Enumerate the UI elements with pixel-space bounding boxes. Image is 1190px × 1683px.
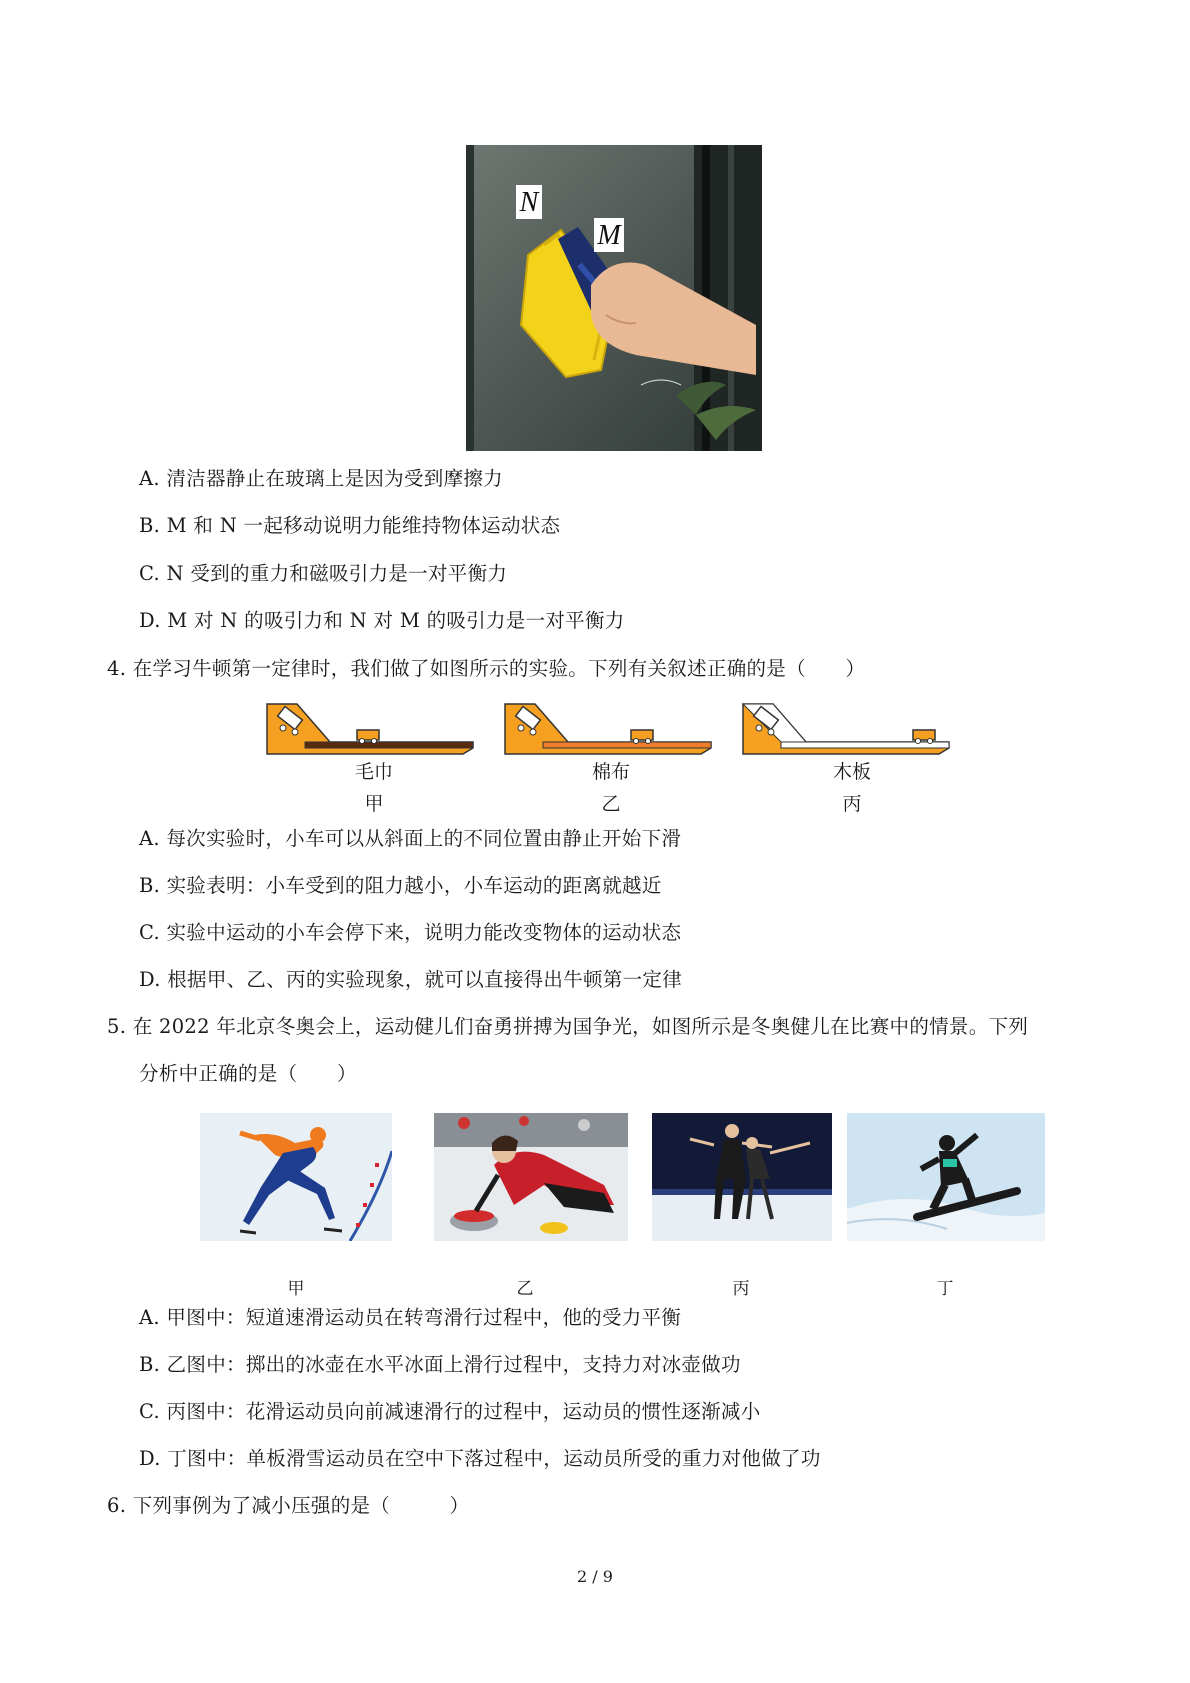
surface-tag-3: 丙 — [842, 793, 862, 815]
photo-tag-3: 丙 — [732, 1279, 750, 1299]
ramp-setup-3 — [743, 704, 949, 754]
q6-stem: 6. 下列事例为了减小压强的是（ ） — [107, 1494, 470, 1517]
photo-figure-skating — [652, 1113, 832, 1241]
q4-option-b: B. 实验表明：小车受到的阻力越小，小车运动的距离就越近 — [139, 874, 662, 897]
q5-stem-line2: 分析中正确的是（ ） — [139, 1062, 357, 1085]
q4-option-c: C. 实验中运动的小车会停下来，说明力能改变物体的运动状态 — [139, 921, 682, 944]
q5-option-b: B. 乙图中：掷出的冰壶在水平冰面上滑行过程中，支持力对冰壶做功 — [139, 1353, 741, 1376]
q4-option-d: D. 根据甲、乙、丙的实验现象，就可以直接得出牛顿第一定律 — [139, 968, 683, 991]
surface-label-3: 木板 — [832, 761, 871, 783]
surface-tag-2: 乙 — [601, 793, 621, 815]
q3-option-a: A. 清洁器静止在玻璃上是因为受到摩擦力 — [139, 467, 503, 490]
q5-option-d: D. 丁图中：单板滑雪运动员在空中下落过程中，运动员所受的重力对他做了功 — [139, 1447, 821, 1470]
photo-tag-1: 甲 — [287, 1279, 305, 1299]
window-cleaner-figure — [466, 145, 762, 451]
q5-option-c: C. 丙图中：花滑运动员向前减速滑行的过程中，运动员的惯性逐渐减小 — [139, 1400, 761, 1423]
photo-snowboarding — [847, 1113, 1045, 1241]
surface-label-2: 棉布 — [591, 761, 630, 783]
ramp-setup-2 — [505, 704, 711, 754]
q4-option-a: A. 每次实验时，小车可以从斜面上的不同位置由静止开始下滑 — [139, 827, 682, 850]
q3-option-d: D. M 对 N 的吸引力和 N 对 M 的吸引力是一对平衡力 — [139, 609, 625, 632]
surface-label-1: 毛巾 — [354, 761, 393, 783]
q5-stem-line1: 5. 在 2022 年北京冬奥会上，运动健儿们奋勇拼搏为国争光，如图所示是冬奥健儿在比赛中的情景。下列 — [107, 1015, 1029, 1038]
photo-tag-2: 乙 — [516, 1279, 534, 1299]
q3-option-c: C. N 受到的重力和磁吸引力是一对平衡力 — [139, 562, 508, 585]
ramp-setup-1 — [267, 704, 473, 754]
q3-option-b: B. M 和 N 一起移动说明力能维持物体运动状态 — [139, 514, 561, 537]
q4-stem: 4. 在学习牛顿第一定律时，我们做了如图所示的实验。下列有关叙述正确的是（ ） — [107, 657, 866, 680]
photo-tag-4: 丁 — [936, 1279, 954, 1299]
q5-option-a: A. 甲图中：短道速滑运动员在转弯滑行过程中，他的受力平衡 — [139, 1306, 682, 1329]
page-number: 2 / 9 — [577, 1567, 613, 1586]
photo-speed-skater — [200, 1113, 392, 1241]
photo-curling — [434, 1113, 628, 1241]
surface-tag-1: 甲 — [364, 793, 384, 815]
label-n: N — [519, 187, 539, 218]
label-m: M — [597, 220, 621, 251]
